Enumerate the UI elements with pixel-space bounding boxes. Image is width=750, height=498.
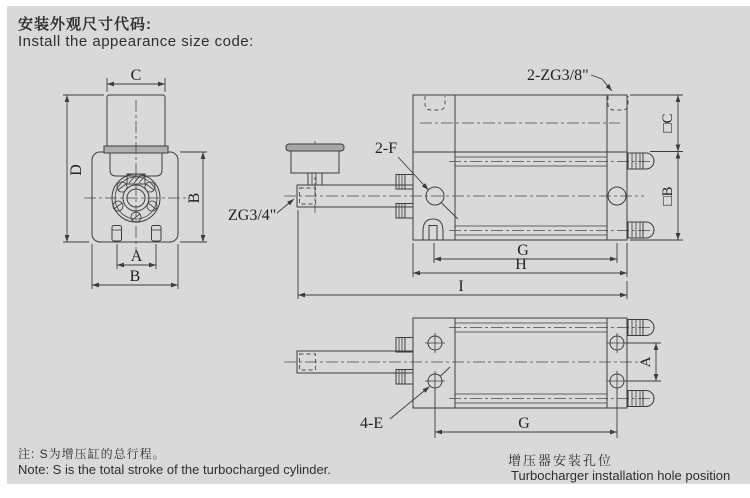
dim-label-i: I xyxy=(458,278,464,295)
dim-g-bottom xyxy=(435,389,617,438)
dim-label-sq-b: □B xyxy=(660,186,676,206)
top-body xyxy=(413,95,627,240)
bottom-flange-bolts xyxy=(396,338,413,385)
dim-b-side xyxy=(180,152,207,242)
dim-sq-c xyxy=(630,95,683,152)
dim-label-d: D xyxy=(68,164,85,176)
leader-zg38 xyxy=(527,67,612,91)
note-zh: 注: S为增压缸的总行程。 xyxy=(18,447,166,461)
dim-i xyxy=(298,210,627,299)
dim-label-g-bottom: G xyxy=(518,415,530,432)
caption-zh: 增压器安装孔位 xyxy=(508,453,614,468)
dim-label-b-bottom: B xyxy=(129,268,141,285)
label-zg34: ZG3/4" xyxy=(228,207,277,224)
dim-label-a-bottom: A xyxy=(638,356,654,368)
label-2f: 2-F xyxy=(374,140,398,157)
dim-label-c: C xyxy=(130,67,142,84)
note-en: Note: S is the total stroke of the turbocharged cylinder. xyxy=(18,462,331,477)
dim-label-sq-c: □C xyxy=(660,113,676,133)
tie-rods-bottom xyxy=(449,323,654,403)
port-notch-left xyxy=(425,96,445,110)
gauge-cap xyxy=(286,144,344,151)
bottom-body xyxy=(413,318,627,408)
front-feet xyxy=(112,226,161,242)
dim-label-g-top: G xyxy=(517,242,529,259)
dim-label-h: H xyxy=(515,256,527,273)
side-view-bottom xyxy=(284,318,661,438)
dim-label-b-side: B xyxy=(186,192,203,204)
gauge-body xyxy=(291,151,339,173)
side-view-top xyxy=(228,67,683,299)
page-title-zh: 安装外观尺寸代码: xyxy=(18,16,152,33)
dim-d xyxy=(63,95,104,242)
front-body xyxy=(92,152,178,242)
dim-a xyxy=(117,244,156,269)
mounting-slot xyxy=(423,219,443,240)
leader-zg34 xyxy=(228,199,294,224)
label-zg38: 2-ZG3/8" xyxy=(527,67,589,84)
caption-en: Turbocharger installation hole position xyxy=(511,468,731,483)
page-title-en: Install the appearance size code: xyxy=(18,33,254,50)
dim-c xyxy=(107,67,165,92)
top-right-bolts xyxy=(628,153,654,238)
dim-label-a: A xyxy=(130,248,143,265)
port-notch-right xyxy=(608,96,628,110)
front-view xyxy=(63,67,207,289)
pressure-gauge xyxy=(286,141,344,213)
label-4e: 4-E xyxy=(360,415,384,432)
